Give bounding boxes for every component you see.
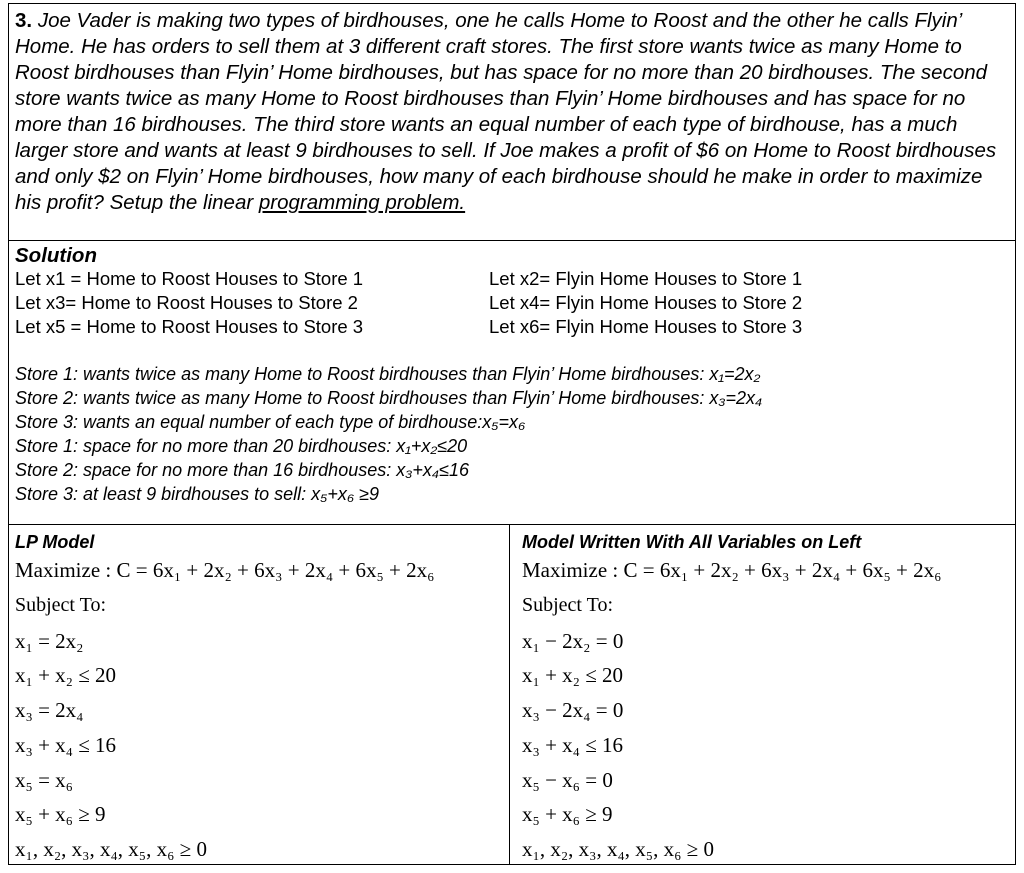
constraint-math: x₃+x₄≤16 (396, 460, 469, 480)
let-definitions-left (15, 267, 363, 339)
constraint-line: Store 3: wants an equal number of each type of birdhouse:x₅=x₆ (15, 412, 526, 432)
let-definition: Let x2= Flyin Home Houses to Store 1 (489, 268, 803, 289)
constraint-line: Store 1: space for no more than 20 birdhouses: x₁+x₂≤20 (15, 436, 468, 456)
constraint-math: x₁+x₂≤20 (396, 436, 468, 456)
let-definition: Let x6= Flyin Home Houses to Store 3 (489, 316, 803, 337)
left-constraint: x₅ + x₆ ≥ 9 (522, 802, 613, 826)
left-constraint: x₁ + x₂ ≤ 20 (522, 663, 624, 687)
problem-text: Joe Vader is making two types of birdhouses, one he calls Home to Roost and the other he calls Flyin’ Home. He has orders to sell them at 3 different craft stores. The first store wants twice as many Home to Roost birdhouses than Flyin’ Home birdhouses, but has space for no more than 20 birdhouses. The second store wants twice as many Home to Roost birdhouses than Flyin’ Home birdhouses and has space for no more than 16 birdhouses. The third store wants an equal number of each type of birdhouse, has a much larger store and wants at least 9 birdhouses to sell. If Joe makes a profit of $6 on Home to Roost birdhouses and only $2 on Flyin’ Home birdhouses, how many of each birdhouse should he make in order to maximize his profit? Setup the linear (15, 9, 997, 214)
lp-constraint: x₁ + x₂ ≤ 20 (15, 663, 117, 687)
lp-nonnegativity: x₁, x₂, x₃, x₄, x₅, x₆ ≥ 0 (15, 837, 207, 861)
constraint-math: x₅+x₆ ≥9 (311, 484, 380, 504)
constraint-line: Store 2: wants twice as many Home to Roost birdhouses than Flyin’ Home birdhouses: x₃=2x₄ (15, 388, 763, 408)
let-definition: Let x5 = Home to Roost Houses to Store 3 (15, 316, 364, 337)
column-divider (509, 524, 510, 864)
lp-constraint: x₁ = 2x₂ (15, 629, 84, 653)
constraint-line: Store 1: wants twice as many Home to Roost birdhouses than Flyin’ Home birdhouses: x₁=2x₂ (15, 364, 761, 384)
constraint-math: x₃=2x₄ (709, 388, 763, 408)
let-definition: Let x4= Flyin Home Houses to Store 2 (489, 292, 803, 313)
left-subject-to: Subject To: (522, 594, 614, 616)
lp-objective: Maximize : C = 6x₁ + 2x₂ + 6x₃ + 2x₄ + 6x₅ + 2x₆ (15, 558, 435, 582)
problem-table (8, 3, 1016, 865)
problem-number: 3. (15, 9, 33, 32)
divider (9, 240, 1015, 241)
lp-constraint: x₃ + x₄ ≤ 16 (15, 733, 117, 757)
constraint-math: x₅=x₆ (482, 412, 526, 432)
solution-title: Solution (15, 244, 97, 267)
lp-constraint: x₅ = x₆ (15, 768, 73, 792)
lp-constraint: x₅ + x₆ ≥ 9 (15, 802, 106, 826)
left-nonnegativity: x₁, x₂, x₃, x₄, x₅, x₆ ≥ 0 (522, 837, 714, 861)
constraint-line: Store 2: space for no more than 16 birdhouses: x₃+x₄≤16 (15, 460, 469, 480)
problem-statement (15, 8, 1005, 216)
let-definition: Let x1 = Home to Roost Houses to Store 1 (15, 268, 364, 289)
constraint-math: x₁=2x₂ (709, 364, 761, 384)
let-definition: Let x3= Home to Roost Houses to Store 2 (15, 292, 358, 313)
let-definitions-right (489, 267, 802, 339)
left-constraint: x₁ − 2x₂ = 0 (522, 629, 624, 653)
lp-constraint: x₃ = 2x₄ (15, 698, 84, 722)
left-objective: Maximize : C = 6x₁ + 2x₂ + 6x₃ + 2x₄ + 6x₅ + 2x₆ (522, 558, 942, 582)
left-constraint: x₃ + x₄ ≤ 16 (522, 733, 624, 757)
left-model-title: Model Written With All Variables on Left (522, 532, 862, 552)
left-constraint: x₅ − x₆ = 0 (522, 768, 613, 792)
divider (9, 524, 1015, 525)
constraint-line: Store 3: at least 9 birdhouses to sell: x₅+x₆ ≥9 (15, 484, 380, 504)
left-constraint: x₃ − 2x₄ = 0 (522, 698, 624, 722)
problem-text-underlined: programming problem. (258, 191, 466, 214)
lp-model-title: LP Model (15, 532, 95, 552)
lp-subject-to: Subject To: (15, 594, 107, 616)
